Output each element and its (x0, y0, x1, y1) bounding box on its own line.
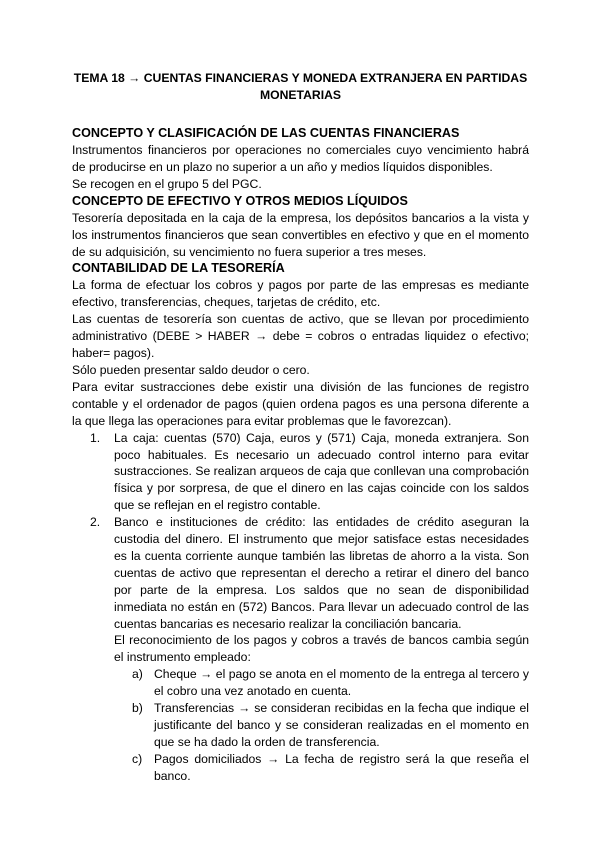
sub-list-marker: b) (132, 701, 143, 716)
sub-list-item-text: Cheque → el pago se anota en el momento de la entrega al tercero y el cobro una vez anotado en cuenta. (154, 667, 529, 699)
sub-list-item (132, 751, 529, 785)
paragraph: Las cuentas de tesorería son cuentas de activo, que se llevan por procedimiento administrativo (DEBE > HABER → debe = cobros o entradas liquidez o efectivo; haber= pagos). (72, 312, 529, 361)
section-concepto-clasificacion (72, 125, 529, 193)
list-marker: 2. (90, 515, 101, 530)
sub-list-item-text: Pagos domiciliados → La fecha de registro será la que reseña el banco. (154, 751, 529, 783)
page-title: TEMA 18 → CUENTAS FINANCIERAS Y MONEDA EXTRANJERA EN PARTIDAS MONETARIAS (73, 71, 528, 102)
sub-list-item-text: Transferencias → se consideran recibidas en la fecha que indique el justificante del banco y se consideran realizadas en el momento en que se ha dado la orden de transferencia. (154, 701, 529, 749)
section-heading: CONCEPTO DE EFECTIVO Y OTROS MEDIOS LÍQUIDOS (72, 193, 408, 208)
section-heading: CONCEPTO Y CLASIFICACIÓN DE LAS CUENTAS FINANCIERAS (72, 126, 460, 140)
section-concepto-efectivo (72, 193, 529, 261)
list-item (90, 514, 529, 785)
paragraph: Para evitar sustracciones debe existir una división de las funciones de registro contable y el ordenador de pagos (quien ordena pagos es una persona diferente a la que llega las operaciones para evitar problemas que le favorezcan). (72, 379, 529, 428)
sub-list-item (132, 666, 529, 700)
paragraph: La forma de efectuar los cobros y pagos por parte de las empresas es mediante efectivo, transferencias, cheques, tarjetas de crédito, etc. (72, 278, 529, 310)
section-contabilidad-tesoreria (72, 260, 529, 429)
paragraph: Se recogen en el grupo 5 del PGC. (72, 176, 262, 191)
document-body (72, 70, 529, 785)
paragraph: Instrumentos financieros por operaciones no comerciales cuyo vencimiento habrá de producirse en un plazo no superior a un año y medios líquidos disponibles. (72, 143, 529, 174)
paragraph: Tesorería depositada en la caja de la empresa, los depósitos bancarios a la vista y los instrumentos financieros que sean convertibles en efectivo y que en el momento de su adquisición, su vencimiento no fuera superior a tres meses. (72, 210, 529, 259)
paragraph: Sólo pueden presentar saldo deudor o cero. (72, 362, 310, 377)
sub-list-marker: c) (132, 751, 143, 766)
sub-list-marker: a) (132, 667, 143, 682)
section-heading: CONTABILIDAD DE LA TESORERÍA (72, 261, 285, 276)
sub-list (114, 666, 529, 784)
list-item-text: La caja: cuentas (570) Caja, euros y (571) Caja, moneda extranjera. Son poco habituales. Es necesario un adecuado control interno para evitar sustracciones. Se realizan arqueos de caja que conllevan una comprobación física y por sorpresa, de que el dinero en las cajas coincide con los saldos que se reflejan en el registro contable. (114, 430, 529, 513)
list-item-extra: El reconocimiento de los pagos y cobros a través de bancos cambia según el instrumento empleado: (114, 633, 529, 665)
list-item-text: Banco e instituciones de crédito: las entidades de crédito aseguran la custodia del dinero. El instrumento que mejor satisface estas necesidades es la cuenta corriente aunque también las libretas de ahorro a la vista. Son cuentas de activo que representan el derecho a retirar el dinero del banco por parte de la empresa. Los saldos que no sean de disponibilidad inmediata no están en (572) Bancos. Para llevar un adecuado control de las cuentas bancarias es necesario realizar la conciliación bancaria. (114, 515, 529, 631)
list-marker: 1. (90, 430, 101, 445)
sub-list-item (132, 700, 529, 751)
list-item (90, 430, 529, 515)
numbered-list (72, 430, 529, 785)
